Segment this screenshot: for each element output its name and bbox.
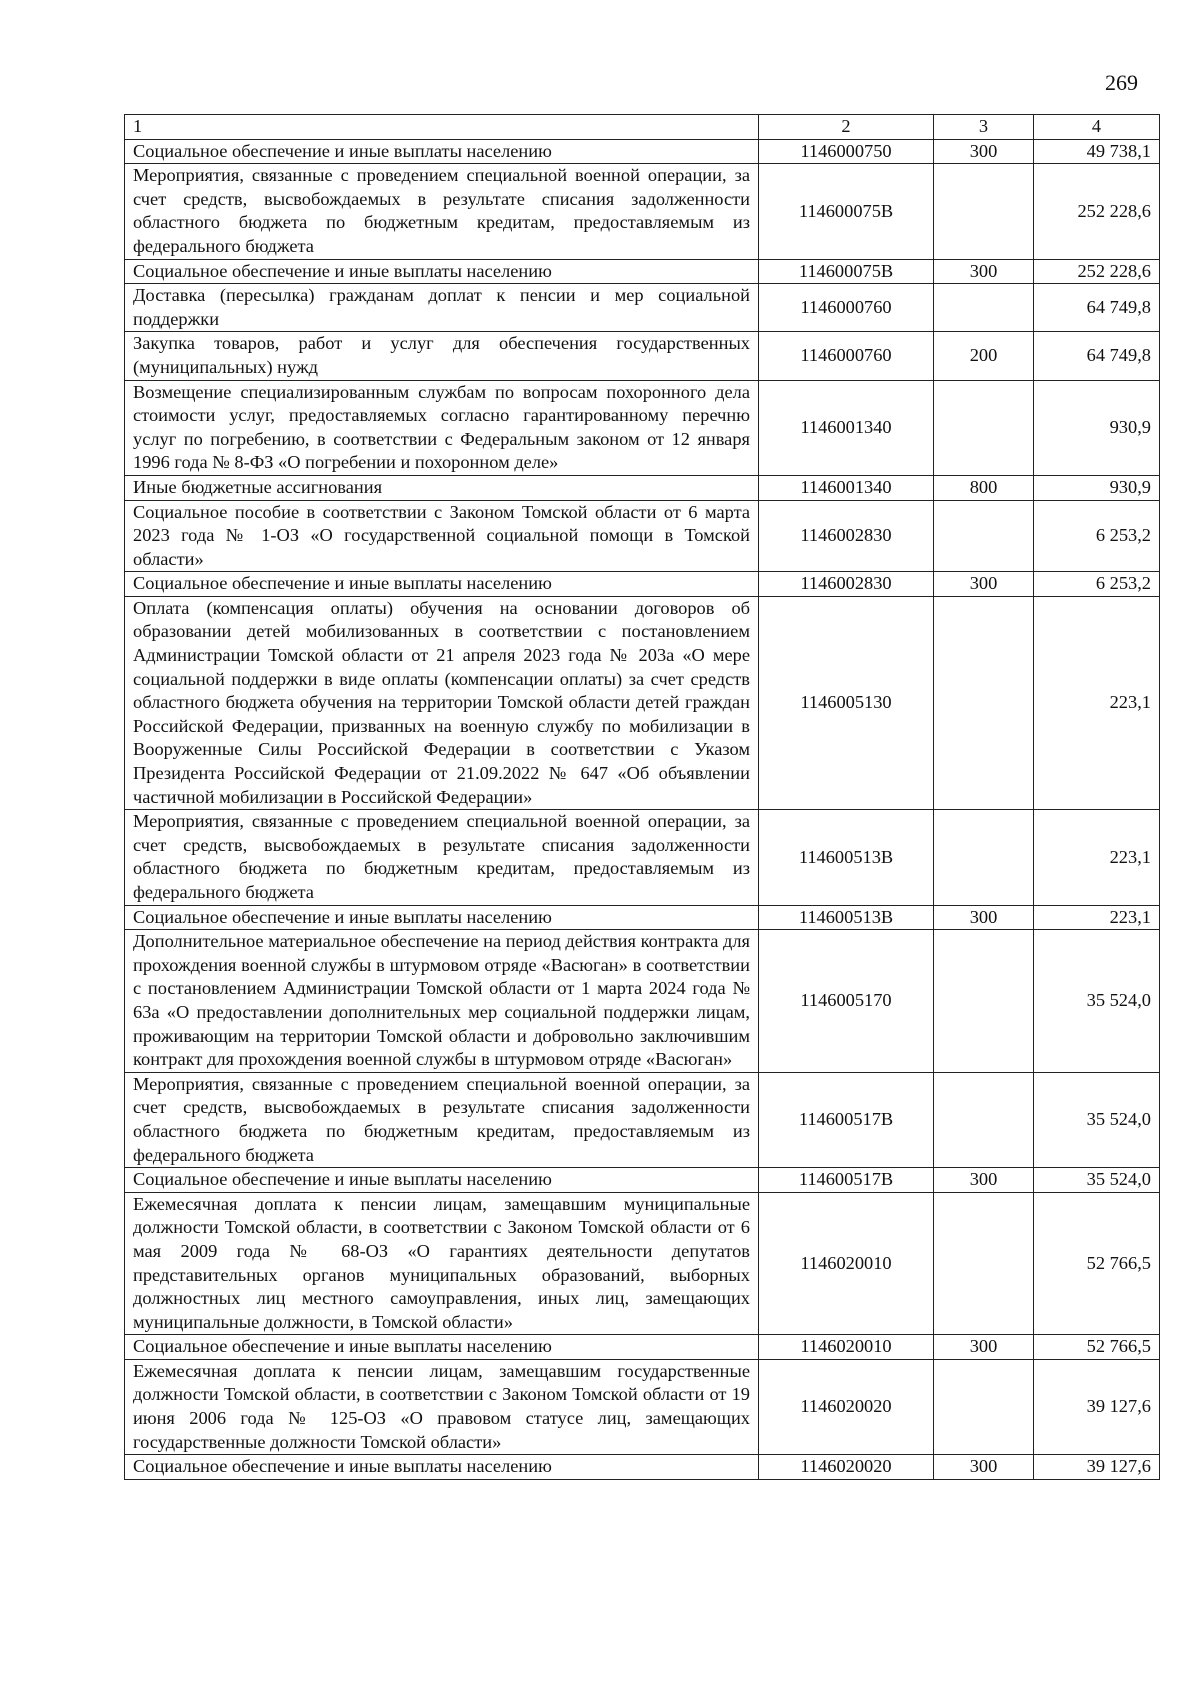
row-amount-cell: 52 766,5 [1034, 1192, 1160, 1335]
row-amount-cell: 39 127,6 [1034, 1359, 1160, 1454]
row-code-cell: 114600513В [759, 810, 934, 905]
table-header-row [125, 115, 1160, 140]
row-code-cell: 1146005170 [759, 930, 934, 1073]
row-amount-cell: 64 749,8 [1034, 332, 1160, 380]
row-type-cell [934, 380, 1034, 475]
table-row [125, 139, 1160, 164]
row-type-cell: 300 [934, 1455, 1034, 1480]
row-amount-cell: 49 738,1 [1034, 139, 1160, 164]
row-name-cell: Иные бюджетные ассигнования [125, 475, 759, 500]
row-name-cell: Закупка товаров, работ и услуг для обеспечения государственных (муниципальных) нужд [125, 332, 759, 380]
row-amount-cell: 252 228,6 [1034, 164, 1160, 259]
row-code-cell: 114600075В [759, 164, 934, 259]
table-row [125, 259, 1160, 284]
row-name-cell: Социальное обеспечение и иные выплаты населению [125, 1455, 759, 1480]
row-amount-cell: 39 127,6 [1034, 1455, 1160, 1480]
row-name-cell: Мероприятия, связанные с проведением специальной военной операции, за счет средств, высвобождаемых в результате списания задолженности областного бюджета по бюджетным кредитам, предоставляемым из федерального бюджета [125, 1072, 759, 1167]
header-col-4: 4 [1034, 115, 1160, 140]
table-row [125, 572, 1160, 597]
row-amount-cell: 64 749,8 [1034, 284, 1160, 332]
table-row [125, 810, 1160, 905]
row-amount-cell: 6 253,2 [1034, 572, 1160, 597]
row-code-cell: 114600075В [759, 259, 934, 284]
row-name-cell: Мероприятия, связанные с проведением специальной военной операции, за счет средств, высвобождаемых в результате списания задолженности областного бюджета по бюджетным кредитам, предоставляемым из федерального бюджета [125, 810, 759, 905]
table-row [125, 1359, 1160, 1454]
row-name-cell: Социальное обеспечение и иные выплаты населению [125, 139, 759, 164]
row-type-cell [934, 810, 1034, 905]
row-amount-cell: 6 253,2 [1034, 500, 1160, 572]
row-type-cell [934, 930, 1034, 1073]
row-amount-cell: 223,1 [1034, 905, 1160, 930]
row-type-cell: 800 [934, 475, 1034, 500]
header-col-2: 2 [759, 115, 934, 140]
table-row [125, 1168, 1160, 1193]
header-col-3: 3 [934, 115, 1034, 140]
table-row [125, 930, 1160, 1073]
row-code-cell: 114600517В [759, 1168, 934, 1193]
row-code-cell: 1146020020 [759, 1359, 934, 1454]
row-type-cell [934, 500, 1034, 572]
row-code-cell: 1146005130 [759, 596, 934, 809]
row-amount-cell: 223,1 [1034, 810, 1160, 905]
row-code-cell: 1146020010 [759, 1335, 934, 1360]
table-row [125, 164, 1160, 259]
row-code-cell: 114600517В [759, 1072, 934, 1167]
row-type-cell [934, 1359, 1034, 1454]
budget-table-body [125, 115, 1160, 1480]
page-number: 269 [1105, 70, 1138, 95]
row-code-cell: 1146000760 [759, 332, 934, 380]
table-row [125, 596, 1160, 809]
table-row [125, 380, 1160, 475]
row-code-cell: 1146002830 [759, 572, 934, 597]
row-amount-cell: 252 228,6 [1034, 259, 1160, 284]
row-type-cell [934, 596, 1034, 809]
table-row [125, 1455, 1160, 1480]
row-name-cell: Доставка (пересылка) гражданам доплат к пенсии и мер социальной поддержки [125, 284, 759, 332]
budget-table [124, 114, 1160, 1480]
row-type-cell: 300 [934, 1335, 1034, 1360]
row-code-cell: 1146000750 [759, 139, 934, 164]
row-name-cell: Возмещение специализированным службам по вопросам похоронного дела стоимости услуг, предоставляемых согласно гарантированному перечню услуг по погребению, в соответствии с Федеральным законом от 12 января 1996 года № 8-ФЗ «О погребении и похоронном деле» [125, 380, 759, 475]
row-amount-cell: 223,1 [1034, 596, 1160, 809]
table-row [125, 1192, 1160, 1335]
table-row [125, 1335, 1160, 1360]
row-amount-cell: 930,9 [1034, 380, 1160, 475]
row-code-cell: 114600513В [759, 905, 934, 930]
row-name-cell: Мероприятия, связанные с проведением специальной военной операции, за счет средств, высвобождаемых в результате списания задолженности областного бюджета по бюджетным кредитам, предоставляемым из федерального бюджета [125, 164, 759, 259]
row-code-cell: 1146001340 [759, 380, 934, 475]
table-row [125, 905, 1160, 930]
row-type-cell [934, 1072, 1034, 1167]
row-name-cell: Социальное пособие в соответствии с Законом Томской области от 6 марта 2023 года № 1-ОЗ «О государственной социальной помощи в Томской области» [125, 500, 759, 572]
table-row [125, 1072, 1160, 1167]
row-name-cell: Ежемесячная доплата к пенсии лицам, замещавшим государственные должности Томской области, в соответствии с Законом Томской области от 19 июня 2006 года № 125-ОЗ «О правовом статусе лиц, замещающих государственные должности Томской области» [125, 1359, 759, 1454]
row-amount-cell: 52 766,5 [1034, 1335, 1160, 1360]
row-name-cell: Оплата (компенсация оплаты) обучения на основании договоров об образовании детей мобилизованных в соответствии с постановлением Администрации Томской области от 21 апреля 2023 года № 203а «О мере социальной поддержки в виде оплаты (компенсации оплаты) за счет средств областного бюджета обучения на территории Томской области детей граждан Российской Федерации, призванных на военную службу по мобилизации в Вооруженные Силы Российской Федерации в соответствии с Указом Президента Российской Федерации от 21.09.2022 № 647 «Об объявлении частичной мобилизации в Российской Федерации» [125, 596, 759, 809]
row-name-cell: Социальное обеспечение и иные выплаты населению [125, 259, 759, 284]
row-type-cell [934, 164, 1034, 259]
row-name-cell: Ежемесячная доплата к пенсии лицам, замещавшим муниципальные должности Томской области, в соответствии с Законом Томской области от 6 мая 2009 года № 68-ОЗ «О гарантиях деятельности депутатов представительных органов муниципальных образований, выборных должностных лиц местного самоуправления, иных лиц, замещающих муниципальные должности, в Томской области» [125, 1192, 759, 1335]
table-row [125, 500, 1160, 572]
row-code-cell: 1146020010 [759, 1192, 934, 1335]
table-row [125, 332, 1160, 380]
table-row [125, 284, 1160, 332]
row-name-cell: Социальное обеспечение и иные выплаты населению [125, 1168, 759, 1193]
row-amount-cell: 930,9 [1034, 475, 1160, 500]
row-amount-cell: 35 524,0 [1034, 1072, 1160, 1167]
row-type-cell: 300 [934, 572, 1034, 597]
row-type-cell [934, 284, 1034, 332]
row-name-cell: Дополнительное материальное обеспечение на период действия контракта для прохождения военной службы в штурмовом отряде «Васюган» в соответствии с постановлением Администрации Томской области от 1 марта 2024 года № 63а «О предоставлении дополнительных мер социальной поддержки лицам, проживающим на территории Томской области и добровольно заключившим контракт для прохождения военной службы в штурмовом отряде «Васюган» [125, 930, 759, 1073]
row-type-cell: 300 [934, 259, 1034, 284]
row-name-cell: Социальное обеспечение и иные выплаты населению [125, 572, 759, 597]
row-type-cell: 300 [934, 139, 1034, 164]
row-code-cell: 1146002830 [759, 500, 934, 572]
row-amount-cell: 35 524,0 [1034, 1168, 1160, 1193]
row-name-cell: Социальное обеспечение и иные выплаты населению [125, 905, 759, 930]
row-code-cell: 1146001340 [759, 475, 934, 500]
row-type-cell [934, 1192, 1034, 1335]
table-row [125, 475, 1160, 500]
row-type-cell: 300 [934, 905, 1034, 930]
row-type-cell: 300 [934, 1168, 1034, 1193]
row-code-cell: 1146000760 [759, 284, 934, 332]
header-col-1: 1 [125, 115, 759, 140]
row-code-cell: 1146020020 [759, 1455, 934, 1480]
row-amount-cell: 35 524,0 [1034, 930, 1160, 1073]
row-type-cell: 200 [934, 332, 1034, 380]
row-name-cell: Социальное обеспечение и иные выплаты населению [125, 1335, 759, 1360]
